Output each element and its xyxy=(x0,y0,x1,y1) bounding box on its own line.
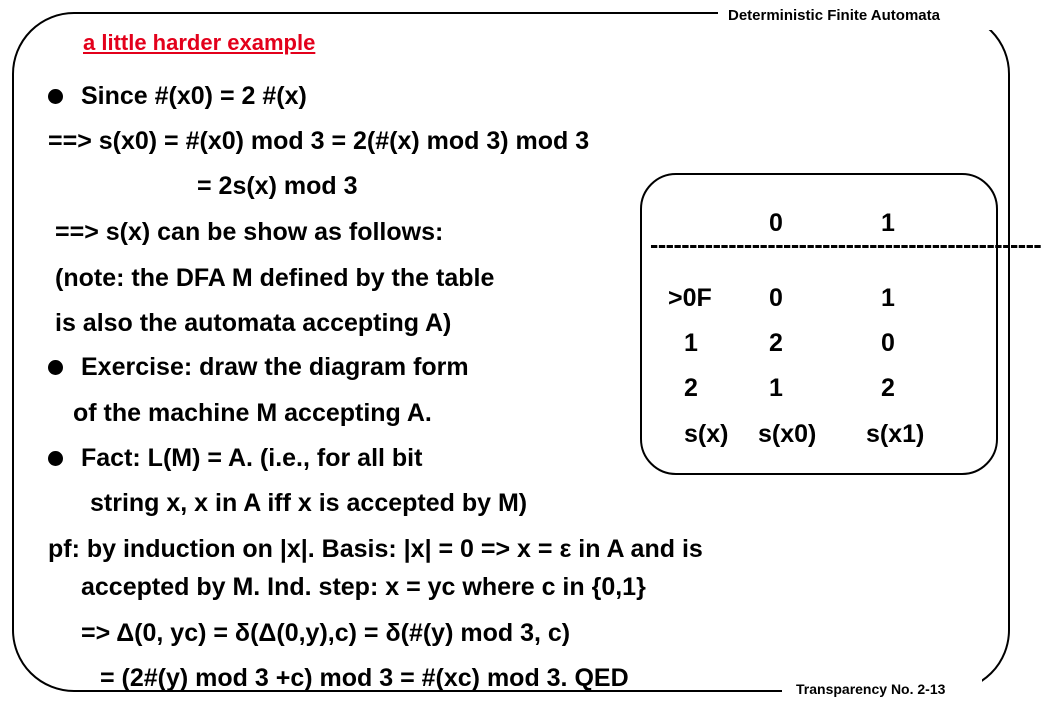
table-footer: s(x1) xyxy=(866,420,925,448)
table-cell: 1 xyxy=(769,374,783,402)
body-line: Fact: L(M) = A. (i.e., for all bit xyxy=(81,444,423,472)
body-line: = (2#(y) mod 3 +c) mod 3 = #(xc) mod 3. QED xyxy=(100,664,629,692)
table-cell: 0 xyxy=(881,329,895,357)
body-line: (note: the DFA M defined by the table xyxy=(55,264,495,292)
bullet-icon xyxy=(48,451,63,466)
body-line: = 2s(x) mod 3 xyxy=(197,172,358,200)
table-cell: 2 xyxy=(881,374,895,402)
table-separator: -------------------------------------------------- xyxy=(650,231,1041,259)
bullet-icon xyxy=(48,89,63,104)
table-footer: s(x0) xyxy=(758,420,817,448)
body-line: Since #(x0) = 2 #(x) xyxy=(81,82,307,110)
course-header: Deterministic Finite Automata xyxy=(728,7,940,24)
table-cell: 2 xyxy=(769,329,783,357)
bullet-icon xyxy=(48,360,63,375)
transparency-number: Transparency No. 2-13 xyxy=(796,681,946,697)
table-state: >0F xyxy=(668,284,712,312)
body-line: accepted by M. Ind. step: x = yc where c in {0,1} xyxy=(81,573,646,601)
table-footer: s(x) xyxy=(684,420,729,448)
table-cell: 0 xyxy=(769,284,783,312)
body-line: Exercise: draw the diagram form xyxy=(81,353,469,381)
body-line: ==> s(x) can be show as follows: xyxy=(55,218,444,246)
table-state: 2 xyxy=(684,374,698,402)
table-cell: 1 xyxy=(881,284,895,312)
table-header-0: 0 xyxy=(769,209,783,237)
slide-title: a little harder example xyxy=(83,30,316,55)
body-line: ==> s(x0) = #(x0) mod 3 = 2(#(x) mod 3) mod 3 xyxy=(48,127,590,155)
table-state: 1 xyxy=(684,329,698,357)
body-line: pf: by induction on |x|. Basis: |x| = 0 => x = ε in A and is xyxy=(48,535,703,563)
body-line: is also the automata accepting A) xyxy=(55,309,452,337)
body-line: string x, x in A iff x is accepted by M) xyxy=(90,489,528,517)
body-line: of the machine M accepting A. xyxy=(73,399,432,427)
table-header-1: 1 xyxy=(881,209,895,237)
body-line: => Δ(0, yc) = δ(Δ(0,y),c) = δ(#(y) mod 3, c) xyxy=(81,619,571,647)
